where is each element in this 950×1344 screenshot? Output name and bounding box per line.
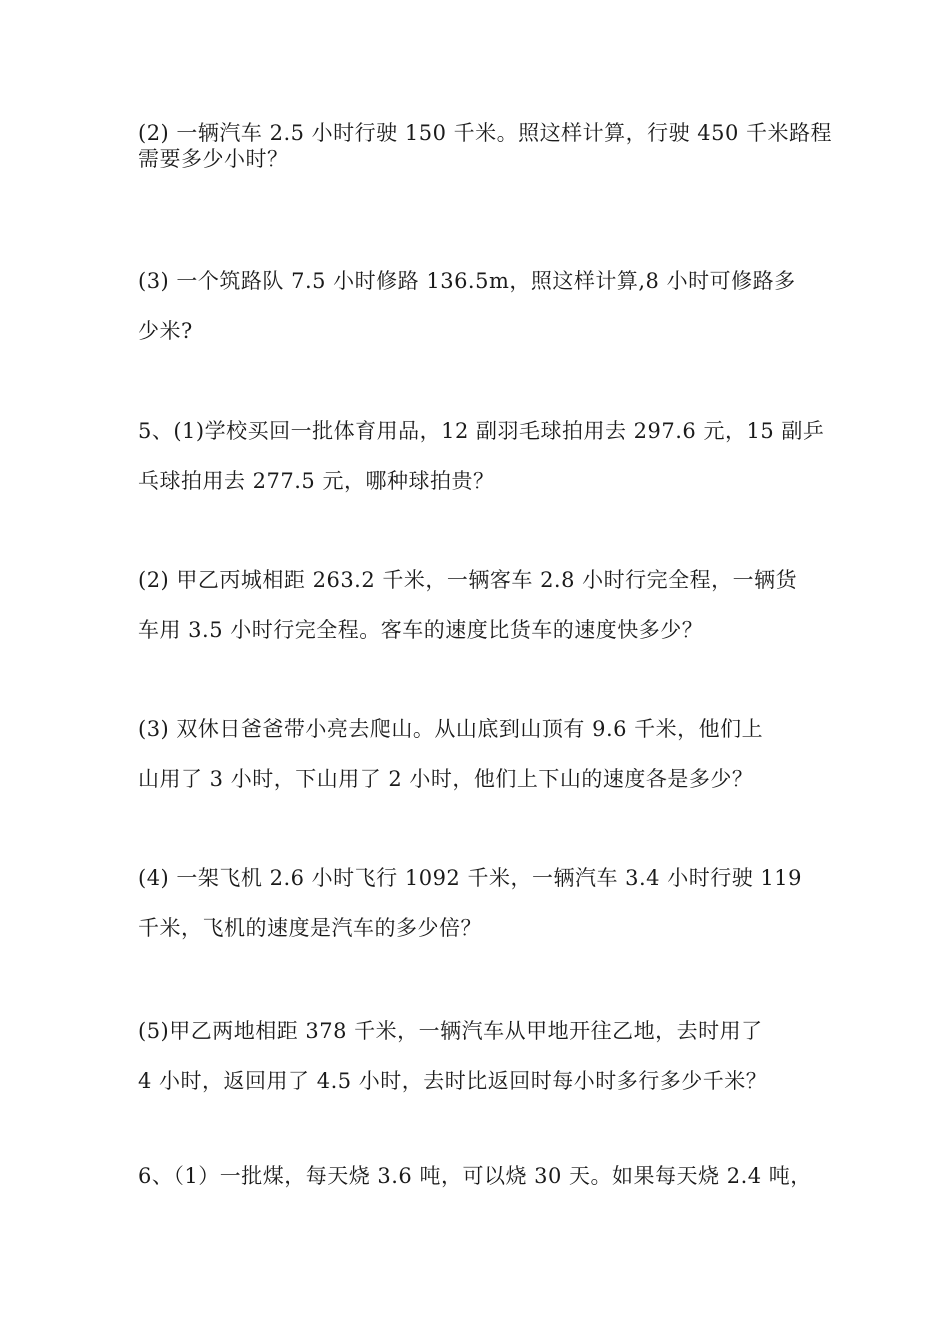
problem-5-3-line-2: 山用了 3 小时，下山用了 2 小时，他们上下山的速度各是多少？ xyxy=(138,767,754,791)
problem-4-3-line-2: 少米? xyxy=(138,319,193,343)
problem-6-1-line-1: 6、（1）一批煤，每天烧 3.6 吨，可以烧 30 天。如果每天烧 2.4 吨， xyxy=(138,1164,812,1188)
problem-5-2-line-1: (2) 甲乙丙城相距 263.2 千米，一辆客车 2.8 小时行完全程，一辆货 xyxy=(138,568,798,592)
problem-5-4-line-2: 千米，飞机的速度是汽车的多少倍？ xyxy=(138,916,482,940)
problem-5-4-line-1: (4) 一架飞机 2.6 小时飞行 1092 千米，一辆汽车 3.4 小时行驶 119 xyxy=(138,866,802,890)
problem-5-1-line-1: 5、(1)学校买回一批体育用品，12 副羽毛球拍用去 297.6 元，15 副乒 xyxy=(138,419,825,443)
problem-5-1-line-2: 乓球拍用去 277.5 元，哪种球拍贵？ xyxy=(138,469,495,493)
problem-4-3-line-1: (3) 一个筑路队 7.5 小时修路 136.5m，照这样计算,8 小时可修路多 xyxy=(138,269,796,293)
problem-5-3-line-1: (3) 双休日爸爸带小亮去爬山。从山底到山顶有 9.6 千米，他们上 xyxy=(138,717,764,741)
problem-5-5-line-1: (5)甲乙两地相距 378 千米，一辆汽车从甲地开往乙地，去时用了 xyxy=(138,1019,763,1043)
problem-5-2-line-2: 车用 3.5 小时行完全程。客车的速度比货车的速度快多少？ xyxy=(138,618,704,642)
problem-4-2-line-1: (2) 一辆汽车 2.5 小时行驶 150 千米。照这样计算，行驶 450 千米路程 xyxy=(138,121,833,145)
problem-4-2-line-2: 需要多少小时？ xyxy=(138,147,289,171)
problem-5-5-line-2: 4 小时，返回用了 4.5 小时，去时比返回时每小时多行多少千米？ xyxy=(138,1069,768,1093)
